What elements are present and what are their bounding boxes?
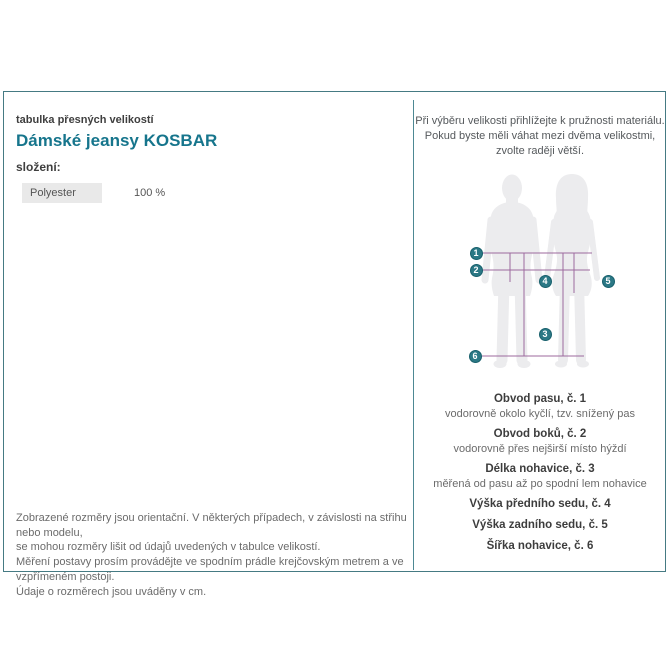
material-name-cell: Polyester bbox=[22, 183, 102, 203]
measurement-name: Délka nohavice, č. 3 bbox=[485, 463, 595, 475]
measure-point-badge-4: 4 bbox=[539, 275, 552, 288]
measurement-item bbox=[413, 392, 667, 421]
sizing-note-line: zvolte raději větší. bbox=[495, 145, 585, 157]
measurement-desc: měřená od pasu až po spodní lem nohavice bbox=[433, 478, 647, 490]
measurement-name: Obvod pasu, č. 1 bbox=[493, 393, 587, 405]
measurement-item bbox=[413, 518, 667, 533]
disclaimer-line: Údaje o rozměrech jsou uváděny v cm. bbox=[16, 585, 207, 598]
measure-point-badge-1: 1 bbox=[470, 247, 483, 260]
sizing-note bbox=[413, 114, 667, 159]
disclaimer-line: Měření postavy prosím provádějte ve spodním prádle krejčovským metrem a ve vzpřímeném postoji. bbox=[16, 556, 404, 583]
measure-point-badge-5: 5 bbox=[602, 275, 615, 288]
measure-point-badge-6: 6 bbox=[469, 350, 482, 363]
composition-row bbox=[22, 183, 165, 203]
male-silhouette bbox=[485, 175, 539, 369]
measurement-name: Obvod boků, č. 2 bbox=[493, 428, 587, 440]
material-percent: 100 % bbox=[134, 187, 166, 199]
female-silhouette bbox=[547, 174, 597, 368]
measurement-desc: vodorovně okolo kyčlí, tzv. snížený pas bbox=[445, 408, 635, 420]
composition-label: složení: bbox=[16, 160, 61, 174]
measurement-list bbox=[413, 392, 667, 560]
page-eyebrow: tabulka přesných velikostí bbox=[16, 114, 154, 126]
disclaimer-line: Zobrazené rozměry jsou orientační. V některých případech, v závislosti na střihu nebo modelu, bbox=[16, 512, 407, 539]
measurement-item bbox=[413, 539, 667, 554]
measurement-name: Výška předního sedu, č. 4 bbox=[469, 498, 611, 510]
measure-point-badge-2: 2 bbox=[470, 264, 483, 277]
disclaimer-text bbox=[16, 511, 408, 599]
measurement-name: Šířka nohavice, č. 6 bbox=[486, 540, 594, 552]
measurement-desc: vodorovně přes nejširší místo hýždí bbox=[453, 443, 627, 455]
disclaimer-line: se mohou rozměry lišit od údajů uvedených v tabulce velikostí. bbox=[16, 541, 321, 554]
sizing-note-line: Při výběru velikosti přihlížejte k pružnosti materiálu. bbox=[415, 115, 665, 127]
page-title: Dámské jeansy KOSBAR bbox=[16, 131, 218, 150]
measure-point-badge-3: 3 bbox=[539, 328, 552, 341]
measurement-item bbox=[413, 497, 667, 512]
body-measurement-diagram bbox=[420, 160, 668, 390]
measurement-name: Výška zadního sedu, č. 5 bbox=[472, 519, 608, 531]
sizing-note-line: Pokud byste měli váhat mezi dvěma velikostmi, bbox=[424, 130, 656, 142]
measurement-item bbox=[413, 427, 667, 456]
measurement-item bbox=[413, 462, 667, 491]
